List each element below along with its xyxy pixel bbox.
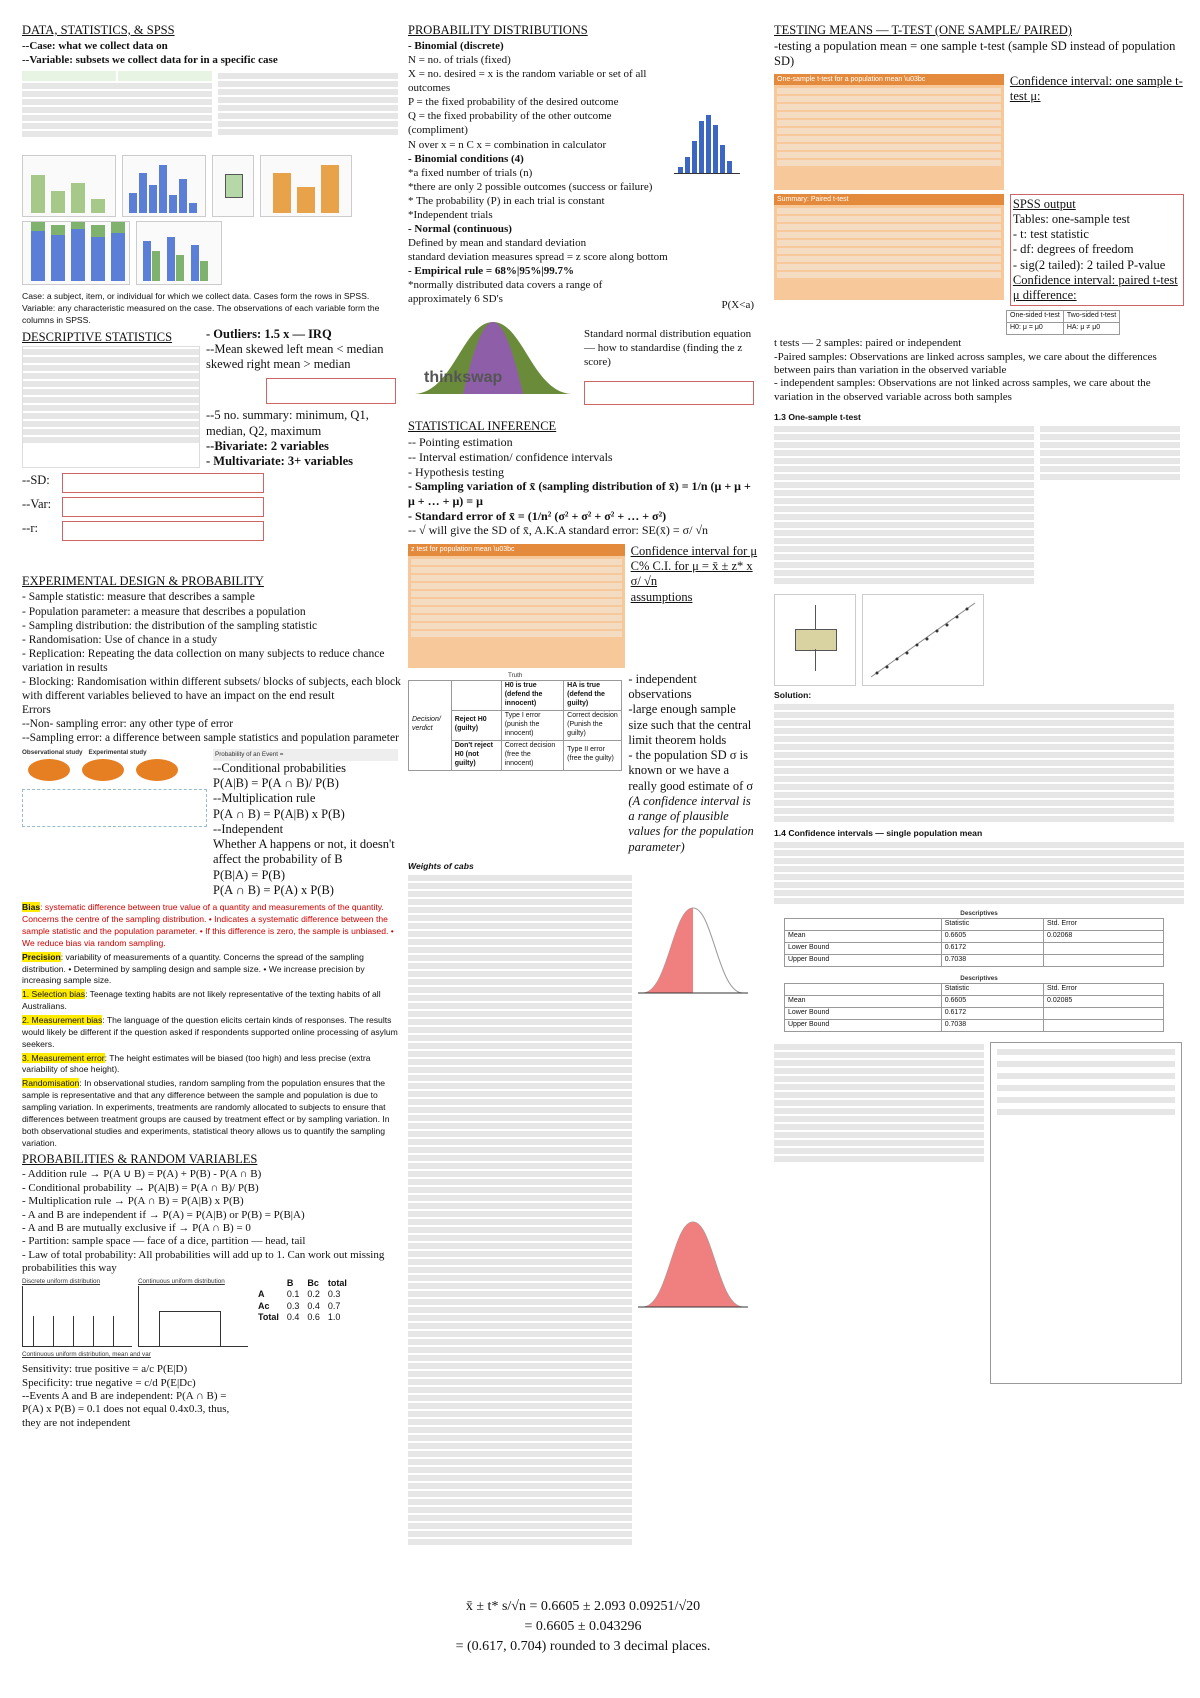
binom-line: - Binomial conditions (4) xyxy=(408,152,524,165)
exp-line: - Population parameter: a measure that describes a population xyxy=(22,605,306,618)
formula-box xyxy=(584,381,754,405)
ttest-line: t tests — 2 samples: paired or independent xyxy=(774,337,962,350)
table-row xyxy=(785,996,1164,1008)
inference-line: -- Interval estimation/ confidence intervals xyxy=(408,450,613,465)
precision-paragraph xyxy=(22,952,402,988)
sd-box xyxy=(62,473,264,493)
binom-line: - Normal (continuous) xyxy=(408,223,512,236)
prob-cell: 0.2 xyxy=(307,1289,320,1300)
spss-line: Confidence interval: paired t-test μ difference: xyxy=(1012,272,1178,302)
selection-bias-text: : Teenage texting habits are not likely representative of the texting habits of all Australians. xyxy=(22,989,381,1012)
binom-line: *normally distributed data covers a range of approximately 6 SD's xyxy=(408,279,603,306)
normal-tail-chart-2 xyxy=(638,1207,748,1317)
prob-rule: - Law of total probability: All probabilities will add up to 1. Can work out missing probabilities this way xyxy=(22,1248,385,1275)
statistical-inference-title: STATISTICAL INFERENCE xyxy=(408,419,557,434)
tails-cell: HA: μ ≠ μ0 xyxy=(1063,323,1119,335)
desc-header: Statistic xyxy=(941,984,1043,996)
ci-formula-line-2: = 0.6605 ± 0.043296 xyxy=(524,1619,642,1634)
spss-output-panel xyxy=(1010,194,1184,307)
randomisation-label: Randomisation xyxy=(22,1078,80,1089)
table-row xyxy=(785,954,1164,966)
bias-paragraph xyxy=(22,902,402,949)
probability-table xyxy=(254,1278,351,1324)
sd-label: --SD: xyxy=(22,473,50,488)
outliers-line: - Outliers: 1.5 x — IRQ xyxy=(206,326,332,341)
obs-study-label: Observational study xyxy=(22,748,83,756)
prob-cell: Ac xyxy=(258,1300,270,1311)
prob-cell: A xyxy=(258,1289,265,1300)
var-box xyxy=(62,497,264,517)
table-row xyxy=(785,931,1164,943)
inference-line: - Standard error of x̄ = (1/n² (σ² + σ² + σ² + … + σ²) xyxy=(408,508,667,523)
ci-explanation-text xyxy=(774,842,1184,904)
ttest-line: - independent samples: Observations are not linked across samples, we care about the variation in the observed variable across both samples xyxy=(774,377,1151,403)
specificity-line: Specificity: true negative = c/d P(E|Dc) xyxy=(22,1376,196,1389)
table-row xyxy=(254,1301,351,1313)
variable-definition: Variable: any characteristic measured on the case. The observations of each variable form the columns in SPSS. xyxy=(22,303,380,325)
continuous-mean-label: Continuous uniform distribution, mean and var xyxy=(22,1350,151,1358)
prob-table-header: B xyxy=(286,1277,294,1288)
tails-cell: H0: μ = μ0 xyxy=(1007,323,1064,335)
inference-line: -- √ will give the SD of x̄, A.K.A standard error: SE(x̄) = σ/ √n xyxy=(408,523,709,538)
r-box xyxy=(62,521,264,541)
decision-cell: Type II error (free the guilty) xyxy=(564,740,622,770)
skew-right-line: skewed right mean > median xyxy=(206,357,351,372)
t-test-formula-box-2: Summary: Paired t-test xyxy=(774,194,1004,300)
orange-circle-3 xyxy=(136,759,178,781)
prob-rule: - Addition rule → P(A ∪ B) = P(A) + P(B) - P(A ∩ B) xyxy=(22,1168,262,1181)
section-title-testing-means: TESTING MEANS — T-TEST (ONE SAMPLE/ PAIRED) xyxy=(774,23,1072,37)
prob-cell: 0.6 xyxy=(307,1312,320,1323)
tails-header: One-sided t-test xyxy=(1007,311,1064,323)
one-sample-example-title: 1.3 One-sample t-test xyxy=(774,412,861,423)
binomial-histogram xyxy=(674,109,740,174)
prob-table-header xyxy=(254,1278,283,1290)
multivariate-line: - Multivariate: 3+ variables xyxy=(206,454,354,469)
binom-line: N = no. of trials (fixed) xyxy=(408,54,511,67)
discrete-uniform-label: Discrete uniform distribution xyxy=(22,1277,101,1285)
desc-cell xyxy=(1044,954,1164,966)
desc-cell: 0.7038 xyxy=(941,1020,1043,1032)
prob-rule: - Conditional probability → P(A|B) = P(A ∩ B)/ P(B) xyxy=(22,1181,259,1194)
normal-curve-diagram xyxy=(408,310,578,406)
desc-cell: 0.7038 xyxy=(941,954,1043,966)
decision-cell: Correct decision (free the innocent) xyxy=(501,740,563,770)
tails-header: Two-sided t-test xyxy=(1063,311,1119,323)
clustered-bar-thumbnail xyxy=(136,221,222,285)
column-testing-means xyxy=(774,20,1184,1690)
desc-header: Std. Error xyxy=(1044,919,1164,931)
pxa-label: P(X<a) xyxy=(721,299,754,312)
var-label: --Var: xyxy=(22,497,52,512)
prob-cell: 0.3 xyxy=(286,1300,300,1311)
exp-study-label: Experimental study xyxy=(88,748,147,756)
graph-types-table xyxy=(218,71,398,153)
truth-label: Truth xyxy=(507,671,523,679)
discrete-uniform-plot xyxy=(22,1286,132,1347)
spss-line: Tables: one-sample test xyxy=(1012,211,1131,226)
measurement-error-paragraph xyxy=(22,1053,402,1077)
exp-line: - Randomisation: Use of chance in a study xyxy=(22,633,218,646)
ci-assumption: - independent observations xyxy=(628,671,697,702)
spss-line: - df: degrees of freedom xyxy=(1012,242,1134,257)
ci-assumption: -large enough sample size such that the central limit theorem holds xyxy=(628,702,752,747)
mean-skew-line: --Mean skewed left mean < median xyxy=(206,341,384,356)
ci-questions-text xyxy=(774,1042,984,1384)
case-definition: Case: a subject, item, or individual for which we collect data. Cases form the rows in SPSS. xyxy=(22,291,370,302)
descriptives-table-1 xyxy=(784,918,1164,967)
desc-cell: 0.02085 xyxy=(1044,996,1164,1008)
prob-cell: 0.4 xyxy=(307,1300,320,1311)
section-title-probability-distributions: PROBABILITY DISTRIBUTIONS xyxy=(408,23,588,37)
independence-line: --Events A and B are independent: P(A ∩ B) = P(A) x P(B) = 0.1 does not equal 0.4x0.3, thus, they are not independent xyxy=(22,1390,230,1429)
exp-line: - Sampling distribution: the distribution of the sampling statistic xyxy=(22,619,318,632)
binom-line: - Binomial (discrete) xyxy=(408,40,504,52)
prob-cell: 0.7 xyxy=(327,1300,341,1311)
measurement-error-label: 3. Measurement error xyxy=(22,1052,105,1063)
cond-prob-line: P(B|A) = P(B) xyxy=(213,867,286,882)
boxplot-thumbnail xyxy=(212,155,254,217)
inference-line: -- Pointing estimation xyxy=(408,435,513,450)
spss-line: - t: test statistic xyxy=(1012,227,1089,241)
ci-assumption: (A confidence interval is a range of plausible values for the population parameter) xyxy=(628,793,754,854)
desc-header xyxy=(785,984,942,996)
t-test-formula-box-1: One-sample t-test for a population mean \u03bc xyxy=(774,74,1004,190)
variable-types-table xyxy=(22,71,212,153)
solution-label: Solution: xyxy=(774,690,812,701)
testing-intro: -testing a population mean = one sample t-test (sample SD instead of population SD) xyxy=(774,39,1176,69)
histogram-thumbnail xyxy=(122,155,206,217)
randomisation-paragraph xyxy=(22,1078,402,1149)
selection-bias-paragraph xyxy=(22,989,402,1013)
cond-prob-line: --Conditional probabilities xyxy=(213,760,346,775)
ci-calculation xyxy=(418,1595,748,1659)
prob-event-label: Probability of an Event = xyxy=(213,749,398,761)
decision-cell: Don't reject H0 (not guilty) xyxy=(451,740,501,770)
binom-line: Q = the fixed probability of the other outcome (compliment) xyxy=(408,110,612,137)
column-data-statistics xyxy=(22,20,402,1690)
binom-line: X = no. desired = x is the random variable or set of all outcomes xyxy=(408,68,647,95)
desc-header xyxy=(785,919,942,931)
precision-label: Precision xyxy=(22,951,61,962)
bar-chart-thumbnail xyxy=(260,155,352,217)
descriptives-title: Descriptives xyxy=(960,909,998,917)
column-chart-thumbnail xyxy=(22,155,116,217)
binom-line: standard deviation measures spread = z score along bottom xyxy=(408,251,668,264)
probabilities-title: PROBABILITIES & RANDOM VARIABLES xyxy=(22,1152,258,1167)
prob-cell: 0.1 xyxy=(286,1289,300,1300)
exp-line: --Non- sampling error: any other type of error xyxy=(22,717,234,730)
prob-table-header: Bc xyxy=(307,1277,319,1288)
desc-cell: Upper Bound xyxy=(785,954,942,966)
continuous-uniform-plot xyxy=(138,1286,248,1347)
decision-side-label: Decision/ verdict xyxy=(409,681,452,771)
desc-cell: 0.6172 xyxy=(941,1008,1043,1020)
section-title-data-statistics: DATA, STATISTICS, & SPSS xyxy=(22,23,175,37)
prob-rule: - Multiplication rule → P(A ∩ B) = P(A|B) x P(B) xyxy=(22,1195,244,1208)
binom-line: Defined by mean and standard deviation xyxy=(408,237,587,250)
descriptives-table-2 xyxy=(784,983,1164,1032)
exp-line: - Replication: Repeating the data collection on many subjects to reduce chance variation in results xyxy=(22,647,385,674)
ci-assumption: assumptions xyxy=(630,589,693,604)
cond-prob-line: Whether A happens or not, it doesn't affect the probability of B xyxy=(213,837,395,867)
spss-line: - sig(2 tailed): 2 tailed P-value xyxy=(1012,257,1166,272)
summary-rotated-table xyxy=(990,1042,1182,1384)
binom-line: - Empirical rule = 68%|95%|99.7% xyxy=(408,265,575,278)
desc-cell xyxy=(1044,942,1164,954)
inference-line: - Hypothesis testing xyxy=(408,464,504,479)
std-normal-text: Standard normal distribution equation — how to standardise (finding the z score) xyxy=(584,327,752,368)
ci-formula-line-3: = (0.617, 0.704) rounded to 3 decimal places. xyxy=(455,1639,711,1654)
five-number-summary: --5 no. summary: minimum, Q1, median, Q2, maximum xyxy=(206,408,369,438)
binom-line: *there are only 2 possible outcomes (success or failure) xyxy=(408,180,653,193)
continuous-uniform-label: Continuous uniform distribution xyxy=(138,1277,225,1285)
binom-line: *Independent trials xyxy=(408,208,493,221)
ttest-line: -Paired samples: Observations are linked across samples, we care about the differences between pairs than variation in the observed variable xyxy=(774,350,1157,376)
ci-formula-box: z test for population mean \u03bc xyxy=(408,544,625,668)
exp-line: --Sampling error: a difference between sample statistics and population parameter xyxy=(22,731,399,744)
desc-cell: 0.6605 xyxy=(941,931,1043,943)
exp-line: - Sample statistic: measure that describes a sample xyxy=(22,591,255,604)
desc-cell: Mean xyxy=(785,996,942,1008)
decision-table xyxy=(408,680,622,771)
ci-formula-line-1: x̄ ± t* s/√n = 0.6605 ± 2.093 0.09251/√20 xyxy=(465,1599,701,1614)
desc-cell: 0.6605 xyxy=(941,996,1043,1008)
bivariate-line: --Bivariate: 2 variables xyxy=(206,438,329,453)
cond-prob-line: P(A ∩ B) = P(A|B) x P(B) xyxy=(213,806,345,821)
prob-rule: - A and B are independent if → P(A) = P(A|B) or P(B) = P(B|A) xyxy=(22,1208,305,1221)
measurement-error-text: : The height estimates will be biased (too high) and less precise (extra variability of shoe height). xyxy=(22,1052,371,1075)
spss-title: SPSS output xyxy=(1012,196,1076,211)
tree-diagram xyxy=(22,789,207,827)
desc-cell: Upper Bound xyxy=(785,1020,942,1032)
variable-line: --Variable: subsets we collect data for in a specific case xyxy=(22,54,278,67)
r-label: --r: xyxy=(22,521,38,536)
orange-circle-1 xyxy=(28,759,70,781)
decision-header xyxy=(451,681,501,711)
desc-header: Statistic xyxy=(941,919,1043,931)
qq-plot-chart xyxy=(862,594,984,686)
solution-text xyxy=(774,704,1174,822)
decision-cell: Type I error (punish the innocent) xyxy=(501,711,563,741)
table-row xyxy=(254,1312,351,1324)
measurement-bias-text: : The language of the question elicits certain kinds of responses. The results would likely be different if the question asked if respondents supported online processing of asylum seekers. xyxy=(22,1014,398,1049)
case-line: --Case: what we collect data on xyxy=(22,40,168,52)
cond-prob-line: --Multiplication rule xyxy=(213,791,316,806)
ci-assumption: - the population SD σ is known or we have a really good estimate of σ xyxy=(628,748,754,793)
table-row xyxy=(785,1020,1164,1032)
desc-cell: Mean xyxy=(785,931,942,943)
stacked-bar-thumbnail xyxy=(22,221,130,285)
column-probability-distributions xyxy=(408,20,758,1690)
prob-cell: Total xyxy=(258,1312,279,1323)
binom-line: * The probability (P) in each trial is constant xyxy=(408,194,605,207)
exp-line: Errors xyxy=(22,703,51,716)
one-sample-example-text xyxy=(774,424,1034,586)
desc-cell: 0.02068 xyxy=(1044,931,1164,943)
tails-table xyxy=(1006,310,1120,335)
prob-cell: 0.4 xyxy=(286,1312,300,1323)
cond-prob-line: P(A ∩ B) = P(A) x P(B) xyxy=(213,882,334,897)
exp-line: - Blocking: Randomisation within different subsets/ blocks of subjects, each block with different variables believed to have an impact on the end result xyxy=(22,675,401,702)
prob-rule: - Partition: sample space — face of a dice, partition — head, tail xyxy=(22,1235,306,1248)
desc-cell xyxy=(1044,1020,1164,1032)
normal-tail-chart-1 xyxy=(638,893,748,1003)
prob-rule: - A and B are mutually exclusive if → P(A ∩ B) = 0 xyxy=(22,1222,251,1235)
bias-label: Bias xyxy=(22,902,41,913)
example-heading: Weights of cabs xyxy=(408,860,474,871)
inference-line: - Sampling variation of x̄ (sampling distribution of x̄) = 1/n (μ + μ + μ + … + μ) = μ xyxy=(408,479,751,508)
binom-line: *a fixed number of trials (n) xyxy=(408,166,533,179)
table-row xyxy=(785,942,1164,954)
selection-bias-label: 1. Selection bias xyxy=(22,989,86,1000)
desc-cell xyxy=(1044,1008,1164,1020)
worked-example-text xyxy=(408,873,632,1547)
desc-cell: Lower Bound xyxy=(785,1008,942,1020)
measurement-bias-paragraph xyxy=(22,1015,402,1051)
table-row xyxy=(785,1008,1164,1020)
ci-single-mean-title: 1.4 Confidence intervals — single population mean xyxy=(774,827,983,838)
orange-circle-2 xyxy=(82,759,124,781)
ci-one-sample: Confidence interval: one sample t-test μ: xyxy=(1009,73,1183,103)
decision-header: H0 is true (defend the innocent) xyxy=(501,681,563,711)
desc-cell: Lower Bound xyxy=(785,942,942,954)
prob-cell: 1.0 xyxy=(327,1312,341,1323)
prob-table-header: total xyxy=(327,1277,347,1288)
decision-cell: Correct decision (Punish the guilty) xyxy=(564,711,622,741)
descriptive-table xyxy=(22,346,200,468)
measurement-bias-label: 2. Measurement bias xyxy=(22,1014,103,1025)
bias-text: : systematic difference between true value of a quantity and measurements of the quantity. Concerns the centre of the sampling distribution. • Indicates a systematic difference between the sample statistic and the population parameter. • If this difference is zero, the sample is unbiased. • We reduce bias via random sampling. xyxy=(22,902,394,948)
desc-header: Std. Error xyxy=(1044,984,1164,996)
decision-cell: Reject H0 (guilty) xyxy=(451,711,501,741)
blank-box xyxy=(266,378,396,404)
experimental-design-title: EXPERIMENTAL DESIGN & PROBABILITY xyxy=(22,574,264,589)
desc-cell: 0.6172 xyxy=(941,942,1043,954)
cond-prob-line: P(A|B) = P(A ∩ B)/ P(B) xyxy=(213,776,339,791)
prob-cell: 0.3 xyxy=(327,1289,341,1300)
table-row xyxy=(254,1289,351,1301)
sensitivity-line: Sensitivity: true positive = a/c P(E|D) xyxy=(22,1363,188,1376)
descriptives-title: Descriptives xyxy=(960,974,998,982)
boxplot-chart xyxy=(774,594,856,686)
decision-header: HA is true (defend the guilty) xyxy=(564,681,622,711)
binom-line: P = the fixed probability of the desired outcome xyxy=(408,96,619,109)
randomisation-text: : In observational studies, random sampling from the population ensures that the sample is representative and that any difference between the sample and population is due to sampling variation. In experiments, treatments are randomly allocated to subjects to ensure that differences between treatment groups are caused by treatment effect or by sampling variation. In both observational studies and experiments, statistical theory allows us to quantify the sampling variation. xyxy=(22,1078,390,1148)
ci-title: Confidence interval for μ C% C.I. for μ = x̄ ± z* x σ/ √n xyxy=(630,543,758,589)
data-table-small xyxy=(1040,424,1180,586)
descriptive-stats-title: DESCRIPTIVE STATISTICS xyxy=(22,329,173,344)
precision-text: : variability of measurements of a quantity. Concerns the spread of the sampling distribution. • Determined by sampling design and sample size. • We increase precision by increasing sample size. xyxy=(22,951,365,986)
binom-line: N over x = n C x = combination in calculator xyxy=(408,138,607,151)
cond-prob-line: --Independent xyxy=(213,821,284,836)
thinkswap-watermark: thinkswap xyxy=(424,369,503,387)
